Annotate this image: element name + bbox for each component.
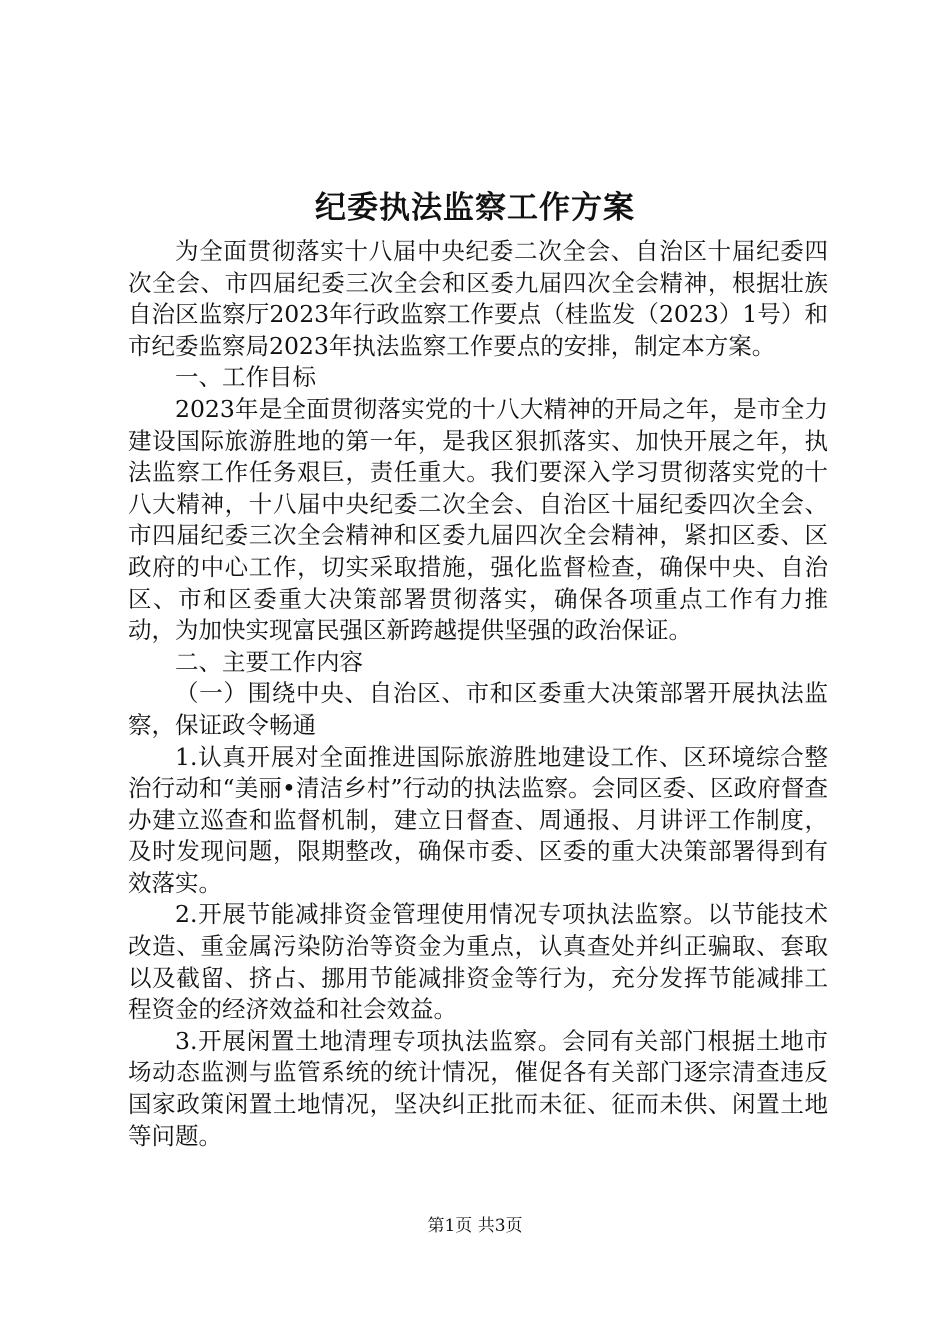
work-item-1: 1.认真开展对全面推进国际旅游胜地建设工作、区环境综合整治行动和“美丽•清洁乡村”行动的执法监察。会同区委、区政府督查办建立巡查和监督机制，建立日督查、周通报、月讲评工作制度，及时发现问题，限期整改，确保市委、区委的重大决策部署得到有效落实。 [128, 742, 828, 897]
intro-paragraph: 为全面贯彻落实十八届中央纪委二次全会、自治区十届纪委四次全会、市四届纪委三次全会和区委九届四次全会精神，根据壮族自治区监察厅2023年行政监察工作要点（桂监发（2023）1号）和市纪委监察局2023年执法监察工作要点的安排，制定本方案。 [128, 237, 828, 360]
section-heading-main-work: 二、主要工作内容 [175, 647, 363, 676]
goals-paragraph: 2023年是全面贯彻落实党的十八大精神的开局之年，是市全力建设国际旅游胜地的第一年，是我区狠抓落实、加快开展之年，执法监察工作任务艰巨，责任重大。我们要深入学习贯彻落实党的十八大精神，十八届中央纪委二次全会、自治区十届纪委四次全会、市四届纪委三次全会精神和区委九届四次全会精神，紧扣区委、区政府的中心工作，切实采取措施，强化监督检查，确保中央、自治区、市和区委重大决策部署贯彻落实，确保各项重点工作有力推动，为加快实现富民强区新跨越提供坚强的政治保证。 [128, 394, 828, 645]
subsection-heading-1: （一）围绕中央、自治区、市和区委重大决策部署开展执法监察，保证政令畅通 [128, 679, 828, 739]
document-title: 纪委执法监察工作方案 [315, 190, 635, 226]
section-heading-goals: 一、工作目标 [175, 363, 316, 392]
work-item-3: 3.开展闲置土地清理专项执法监察。会同有关部门根据土地市场动态监测与监管系统的统计情况，催促各有关部门逐宗清查违反国家政策闲置土地情况，坚决纠正批而未征、征而未供、闲置土地等问题。 [128, 1026, 828, 1150]
work-item-2: 2.开展节能减排资金管理使用情况专项执法监察。以节能技术改造、重金属污染防治等资金为重点，认真查处并纠正骗取、套取以及截留、挤占、挪用节能减排资金等行为，充分发挥节能减排工程资金的经济效益和社会效益。 [128, 900, 828, 1024]
page-footer: 第1页 共3页 [427, 1216, 523, 1236]
document-body [128, 236, 828, 1152]
